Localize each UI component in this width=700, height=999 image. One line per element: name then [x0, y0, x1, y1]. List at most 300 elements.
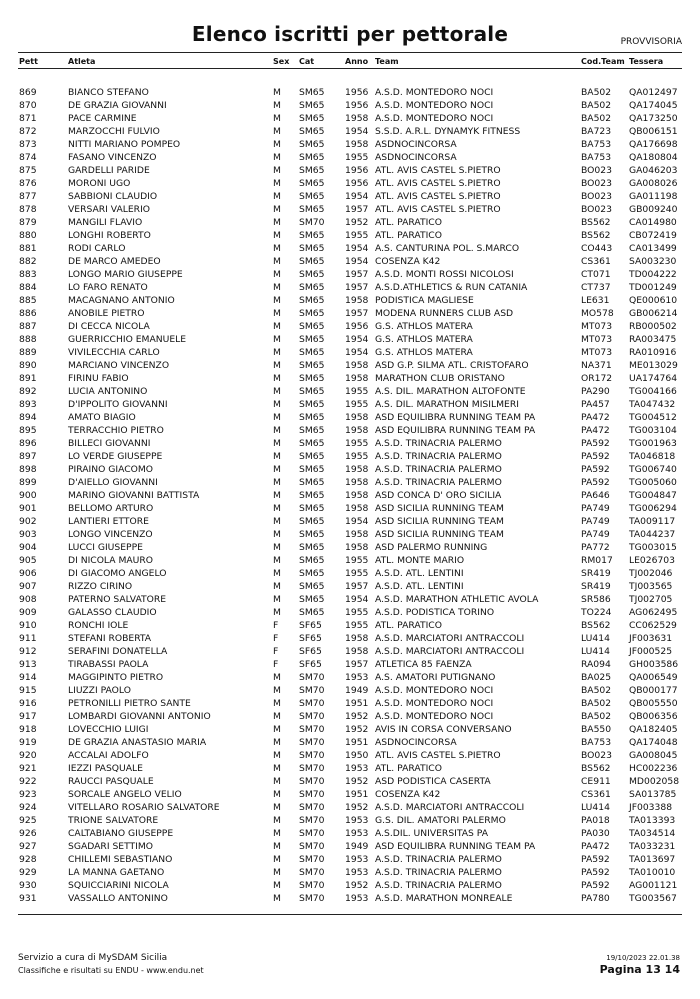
row-team: A.S.D. TRINACRIA PALERMO	[375, 464, 502, 475]
table-row	[0, 645, 700, 658]
row-cat: SM70	[299, 750, 325, 761]
table-row	[0, 242, 700, 255]
row-atleta: VASSALLO ANTONINO	[68, 893, 168, 904]
row-anno: 1955	[345, 438, 369, 449]
row-sex: M	[273, 113, 281, 124]
footer-results-link: Classifiche e risultati su ENDU - www.endu.net	[18, 966, 204, 975]
row-team: A.S.D. MARCIATORI ANTRACCOLI	[375, 633, 525, 644]
row-cat: SM65	[299, 568, 325, 579]
table-row	[0, 229, 700, 242]
row-team: A.S.D. MARATHON MONREALE	[375, 893, 513, 904]
row-team: ASD EQUILIBRA RUNNING TEAM PA	[375, 841, 536, 852]
row-cat: SM65	[299, 321, 325, 332]
row-tessera: QA182405	[629, 724, 678, 735]
row-anno: 1958	[345, 542, 369, 553]
row-anno: 1955	[345, 399, 369, 410]
row-cod-team: SR586	[581, 594, 611, 605]
row-tessera: LE026703	[629, 555, 675, 566]
table-row	[0, 541, 700, 554]
row-cat: SM65	[299, 269, 325, 280]
row-sex: M	[273, 477, 281, 488]
row-atleta: MARZOCCHI FULVIO	[68, 126, 160, 137]
row-cod-team: BA753	[581, 139, 612, 150]
row-sex: M	[273, 542, 281, 553]
row-atleta: LONGHI ROBERTO	[68, 230, 151, 241]
row-sex: M	[273, 334, 281, 345]
row-atleta: DE GRAZIA GIOVANNI	[68, 100, 167, 111]
row-atleta: LIUZZI PAOLO	[68, 685, 131, 696]
row-cod-team: RA094	[581, 659, 611, 670]
row-cod-team: BA502	[581, 711, 612, 722]
row-atleta: LO FARO RENATO	[68, 282, 148, 293]
row-cod-team: BO023	[581, 191, 612, 202]
table-row	[0, 671, 700, 684]
row-anno: 1952	[345, 880, 369, 891]
row-cod-team: CE911	[581, 776, 611, 787]
table-row	[0, 775, 700, 788]
row-atleta: MACAGNANO ANTONIO	[68, 295, 175, 306]
row-tessera: QA012497	[629, 87, 678, 98]
row-atleta: DI NICOLA MAURO	[68, 555, 154, 566]
row-pett: 905	[19, 555, 37, 566]
row-atleta: LONGO MARIO GIUSEPPE	[68, 269, 183, 280]
row-team: ASD SICILIA RUNNING TEAM	[375, 529, 504, 540]
row-anno: 1957	[345, 269, 369, 280]
row-sex: M	[273, 607, 281, 618]
table-row	[0, 437, 700, 450]
table-row	[0, 294, 700, 307]
row-tessera: GB006214	[629, 308, 678, 319]
row-anno: 1952	[345, 776, 369, 787]
row-team: A.S.D. TRINACRIA PALERMO	[375, 477, 502, 488]
row-team: A.S. CANTURINA POL. S.MARCO	[375, 243, 520, 254]
row-tessera: TA033231	[629, 841, 676, 852]
row-anno: 1958	[345, 490, 369, 501]
table-row	[0, 359, 700, 372]
row-pett: 931	[19, 893, 37, 904]
row-cod-team: PA780	[581, 893, 610, 904]
row-sex: M	[273, 893, 281, 904]
row-sex: M	[273, 841, 281, 852]
row-tessera: QA174045	[629, 100, 678, 111]
row-pett: 875	[19, 165, 37, 176]
row-cat: SM70	[299, 776, 325, 787]
row-team: A.S.D. MARATHON ATHLETIC AVOLA	[375, 594, 539, 605]
row-sex: M	[273, 581, 281, 592]
row-cat: SM70	[299, 828, 325, 839]
row-pett: 921	[19, 763, 37, 774]
row-pett: 909	[19, 607, 37, 618]
row-cod-team: BS562	[581, 217, 611, 228]
row-tessera: GH003586	[629, 659, 679, 670]
row-anno: 1956	[345, 165, 369, 176]
table-row	[0, 372, 700, 385]
row-sex: M	[273, 230, 281, 241]
table-row	[0, 840, 700, 853]
row-sex: M	[273, 490, 281, 501]
header-atleta: Atleta	[68, 57, 96, 66]
row-sex: M	[273, 399, 281, 410]
row-cod-team: MT073	[581, 347, 613, 358]
status-label: PROVVISORIA	[620, 37, 682, 47]
table-row	[0, 450, 700, 463]
row-tessera: GA008026	[629, 178, 678, 189]
row-cod-team: SR419	[581, 568, 611, 579]
row-team: ATL. AVIS CASTEL S.PIETRO	[375, 204, 501, 215]
row-atleta: IEZZI PASQUALE	[68, 763, 143, 774]
row-anno: 1958	[345, 360, 369, 371]
row-anno: 1954	[345, 126, 369, 137]
row-anno: 1955	[345, 568, 369, 579]
row-team: A.S.D. MARCIATORI ANTRACCOLI	[375, 802, 525, 813]
row-pett: 876	[19, 178, 37, 189]
document-title: Elenco iscritti per pettorale	[191, 22, 509, 46]
row-cat: SM65	[299, 139, 325, 150]
row-sex: M	[273, 516, 281, 527]
row-atleta: LOVECCHIO LUIGI	[68, 724, 149, 735]
row-atleta: D'IPPOLITO GIOVANNI	[68, 399, 168, 410]
row-team: G.S. ATHLOS MATERA	[375, 321, 473, 332]
table-row	[0, 385, 700, 398]
row-anno: 1957	[345, 659, 369, 670]
row-cod-team: PA646	[581, 490, 610, 501]
row-cod-team: PA472	[581, 425, 610, 436]
row-cod-team: MO578	[581, 308, 614, 319]
row-anno: 1954	[345, 594, 369, 605]
row-atleta: VIVILECCHIA CARLO	[68, 347, 160, 358]
row-team: ASD PODISTICA CASERTA	[375, 776, 491, 787]
row-sex: M	[273, 178, 281, 189]
row-team: A.S.D. TRINACRIA PALERMO	[375, 854, 502, 865]
row-atleta: ANOBILE PIETRO	[68, 308, 145, 319]
row-cod-team: PA592	[581, 880, 610, 891]
table-row	[0, 554, 700, 567]
row-cod-team: BA502	[581, 685, 612, 696]
table-row	[0, 216, 700, 229]
row-sex: M	[273, 880, 281, 891]
row-anno: 1954	[345, 256, 369, 267]
row-cod-team: SR419	[581, 581, 611, 592]
row-atleta: LUCCI GIUSEPPE	[68, 542, 143, 553]
row-team: A.S.D. TRINACRIA PALERMO	[375, 867, 502, 878]
row-atleta: GALASSO CLAUDIO	[68, 607, 157, 618]
row-atleta: LA MANNA GAETANO	[68, 867, 165, 878]
row-anno: 1955	[345, 230, 369, 241]
row-pett: 923	[19, 789, 37, 800]
row-cod-team: CS361	[581, 789, 611, 800]
row-tessera: TD004222	[629, 269, 677, 280]
row-team: A.S.D. MONTEDORO NOCI	[375, 113, 494, 124]
header-rule	[18, 68, 682, 69]
row-tessera: JF003388	[629, 802, 673, 813]
row-tessera: TG003015	[629, 542, 677, 553]
table-row	[0, 320, 700, 333]
row-cod-team: PA457	[581, 399, 610, 410]
row-atleta: LO VERDE GIUSEPPE	[68, 451, 163, 462]
row-atleta: TERRACCHIO PIETRO	[68, 425, 164, 436]
row-pett: 922	[19, 776, 37, 787]
row-tessera: QB000177	[629, 685, 678, 696]
row-pett: 920	[19, 750, 37, 761]
row-anno: 1956	[345, 178, 369, 189]
row-anno: 1955	[345, 620, 369, 631]
row-cat: SM70	[299, 763, 325, 774]
row-team: A.S.D. MONTI ROSSI NICOLOSI	[375, 269, 514, 280]
row-sex: F	[273, 620, 279, 631]
row-pett: 912	[19, 646, 37, 657]
row-pett: 910	[19, 620, 37, 631]
table-row	[0, 138, 700, 151]
table-row	[0, 879, 700, 892]
row-pett: 890	[19, 360, 37, 371]
row-anno: 1953	[345, 854, 369, 865]
row-tessera: GA011198	[629, 191, 678, 202]
row-cod-team: BA502	[581, 100, 612, 111]
row-cat: SM65	[299, 178, 325, 189]
row-anno: 1958	[345, 113, 369, 124]
header-tessera: Tessera	[629, 57, 664, 66]
row-tessera: TG006294	[629, 503, 677, 514]
row-pett: 889	[19, 347, 37, 358]
row-anno: 1956	[345, 100, 369, 111]
row-cat: SM65	[299, 529, 325, 540]
row-tessera: ME013029	[629, 360, 678, 371]
row-anno: 1957	[345, 282, 369, 293]
row-anno: 1949	[345, 685, 369, 696]
row-pett: 925	[19, 815, 37, 826]
row-cat: SM65	[299, 607, 325, 618]
row-atleta: MARCIANO VINCENZO	[68, 360, 170, 371]
row-team: MARATHON CLUB ORISTANO	[375, 373, 505, 384]
row-atleta: PACE CARMINE	[68, 113, 137, 124]
row-pett: 874	[19, 152, 37, 163]
row-atleta: PIRAINO GIACOMO	[68, 464, 154, 475]
row-team: A.S.D. TRINACRIA PALERMO	[375, 880, 502, 891]
row-pett: 877	[19, 191, 37, 202]
row-atleta: DE GRAZIA ANASTASIO MARIA	[68, 737, 207, 748]
row-pett: 894	[19, 412, 37, 423]
table-row	[0, 281, 700, 294]
row-sex: M	[273, 503, 281, 514]
row-atleta: RIZZO CIRINO	[68, 581, 133, 592]
row-atleta: TIRABASSI PAOLA	[68, 659, 149, 670]
row-tessera: CC062529	[629, 620, 677, 631]
row-atleta: MARINO GIOVANNI BATTISTA	[68, 490, 200, 501]
row-tessera: QB006151	[629, 126, 678, 137]
row-sex: M	[273, 763, 281, 774]
row-tessera: TG003104	[629, 425, 677, 436]
row-anno: 1954	[345, 191, 369, 202]
row-team: A.S.D. MONTEDORO NOCI	[375, 698, 494, 709]
row-tessera: TA013697	[629, 854, 676, 865]
table-row	[0, 398, 700, 411]
row-anno: 1956	[345, 87, 369, 98]
table-row	[0, 814, 700, 827]
row-pett: 880	[19, 230, 37, 241]
table-row	[0, 827, 700, 840]
row-cat: SM65	[299, 243, 325, 254]
row-cod-team: OR172	[581, 373, 613, 384]
row-team: ATL. AVIS CASTEL S.PIETRO	[375, 178, 501, 189]
row-pett: 883	[19, 269, 37, 280]
row-pett: 881	[19, 243, 37, 254]
row-cat: SM70	[299, 867, 325, 878]
row-anno: 1958	[345, 412, 369, 423]
row-anno: 1951	[345, 789, 369, 800]
row-tessera: SA003230	[629, 256, 677, 267]
row-team: ASD G.P. SILMA ATL. CRISTOFARO	[375, 360, 529, 371]
row-team: A.S.D. MARCIATORI ANTRACCOLI	[375, 646, 525, 657]
table-row	[0, 749, 700, 762]
table-row	[0, 593, 700, 606]
row-cat: SM70	[299, 893, 325, 904]
row-anno: 1957	[345, 308, 369, 319]
row-team: S.S.D. A.R.L. DYNAMYK FITNESS	[375, 126, 521, 137]
row-cat: SM65	[299, 256, 325, 267]
row-tessera: TG004847	[629, 490, 677, 501]
row-tessera: CA013499	[629, 243, 677, 254]
row-sex: M	[273, 529, 281, 540]
row-team: ATL. PARATICO	[375, 763, 442, 774]
row-sex: M	[273, 373, 281, 384]
row-cat: SM65	[299, 152, 325, 163]
table-row	[0, 788, 700, 801]
table-row	[0, 697, 700, 710]
row-sex: M	[273, 386, 281, 397]
table-row	[0, 736, 700, 749]
row-cod-team: CO443	[581, 243, 613, 254]
row-cod-team: BS562	[581, 620, 611, 631]
row-sex: M	[273, 269, 281, 280]
row-cod-team: PA030	[581, 828, 610, 839]
row-cod-team: PA592	[581, 438, 610, 449]
row-sex: M	[273, 828, 281, 839]
row-atleta: MORONI UGO	[68, 178, 131, 189]
row-cod-team: PA592	[581, 854, 610, 865]
row-cod-team: BA753	[581, 737, 612, 748]
table-row	[0, 853, 700, 866]
table-row	[0, 268, 700, 281]
row-sex: M	[273, 776, 281, 787]
row-tessera: QB005550	[629, 698, 678, 709]
header-cat: Cat	[299, 57, 315, 66]
row-sex: M	[273, 711, 281, 722]
row-atleta: MANGILI FLAVIO	[68, 217, 143, 228]
row-atleta: DI CECCA NICOLA	[68, 321, 150, 332]
row-pett: 901	[19, 503, 37, 514]
row-cat: SM65	[299, 230, 325, 241]
row-sex: M	[273, 282, 281, 293]
header-pett: Pett	[19, 57, 38, 66]
row-tessera: GB009240	[629, 204, 678, 215]
row-team: ASD SICILIA RUNNING TEAM	[375, 516, 504, 527]
row-team: A.S.DIL. UNIVERSITAS PA	[375, 828, 489, 839]
row-cat: SM65	[299, 113, 325, 124]
row-pett: 886	[19, 308, 37, 319]
row-atleta: RODI CARLO	[68, 243, 126, 254]
row-atleta: SGADARI SETTIMO	[68, 841, 154, 852]
row-pett: 911	[19, 633, 37, 644]
row-cat: SM70	[299, 854, 325, 865]
row-anno: 1952	[345, 724, 369, 735]
row-team: COSENZA K42	[375, 256, 441, 267]
row-anno: 1955	[345, 555, 369, 566]
table-row	[0, 190, 700, 203]
row-cod-team: BO023	[581, 178, 612, 189]
row-atleta: NITTI MARIANO POMPEO	[68, 139, 181, 150]
row-anno: 1950	[345, 750, 369, 761]
row-pett: 904	[19, 542, 37, 553]
row-sex: M	[273, 347, 281, 358]
row-cod-team: CT737	[581, 282, 611, 293]
row-sex: M	[273, 789, 281, 800]
row-atleta: SERAFINI DONATELLA	[68, 646, 168, 657]
row-cod-team: LU414	[581, 633, 610, 644]
row-pett: 892	[19, 386, 37, 397]
row-tessera: JF003631	[629, 633, 673, 644]
row-cod-team: PA472	[581, 841, 610, 852]
table-row	[0, 346, 700, 359]
row-tessera: TA044237	[629, 529, 676, 540]
row-cod-team: PA018	[581, 815, 610, 826]
row-anno: 1955	[345, 607, 369, 618]
row-cat: SM70	[299, 737, 325, 748]
row-tessera: QA173250	[629, 113, 678, 124]
row-atleta: FIRINU FABIO	[68, 373, 129, 384]
row-cat: SM65	[299, 581, 325, 592]
row-pett: 924	[19, 802, 37, 813]
row-tessera: TD001249	[629, 282, 677, 293]
row-pett: 882	[19, 256, 37, 267]
row-cat: SM70	[299, 815, 325, 826]
row-pett: 870	[19, 100, 37, 111]
row-atleta: CALTABIANO GIUSEPPE	[68, 828, 174, 839]
row-anno: 1951	[345, 698, 369, 709]
row-pett: 897	[19, 451, 37, 462]
row-pett: 906	[19, 568, 37, 579]
table-row	[0, 684, 700, 697]
row-atleta: RONCHI IOLE	[68, 620, 129, 631]
row-pett: 919	[19, 737, 37, 748]
row-cod-team: MT073	[581, 334, 613, 345]
table-row	[0, 632, 700, 645]
row-cat: SM65	[299, 555, 325, 566]
row-tessera: RA003475	[629, 334, 677, 345]
row-team: G.S. DIL. AMATORI PALERMO	[375, 815, 506, 826]
row-sex: M	[273, 165, 281, 176]
row-cod-team: PA472	[581, 412, 610, 423]
row-cat: SM65	[299, 594, 325, 605]
row-pett: 918	[19, 724, 37, 735]
row-cat: SF65	[299, 659, 322, 670]
row-cod-team: PA592	[581, 451, 610, 462]
row-team: ATL. PARATICO	[375, 230, 442, 241]
page-number: Pagina 13 14	[599, 963, 680, 976]
row-cat: SM65	[299, 347, 325, 358]
row-team: MODENA RUNNERS CLUB ASD	[375, 308, 514, 319]
row-pett: 898	[19, 464, 37, 475]
row-atleta: VERSARI VALERIO	[68, 204, 151, 215]
entries-table	[0, 86, 700, 905]
row-cat: SM65	[299, 490, 325, 501]
row-pett: 916	[19, 698, 37, 709]
row-sex: M	[273, 87, 281, 98]
row-pett: 879	[19, 217, 37, 228]
row-tessera: TA013393	[629, 815, 676, 826]
row-cat: SM70	[299, 802, 325, 813]
row-tessera: CA014980	[629, 217, 677, 228]
row-atleta: LANTIERI ETTORE	[68, 516, 149, 527]
